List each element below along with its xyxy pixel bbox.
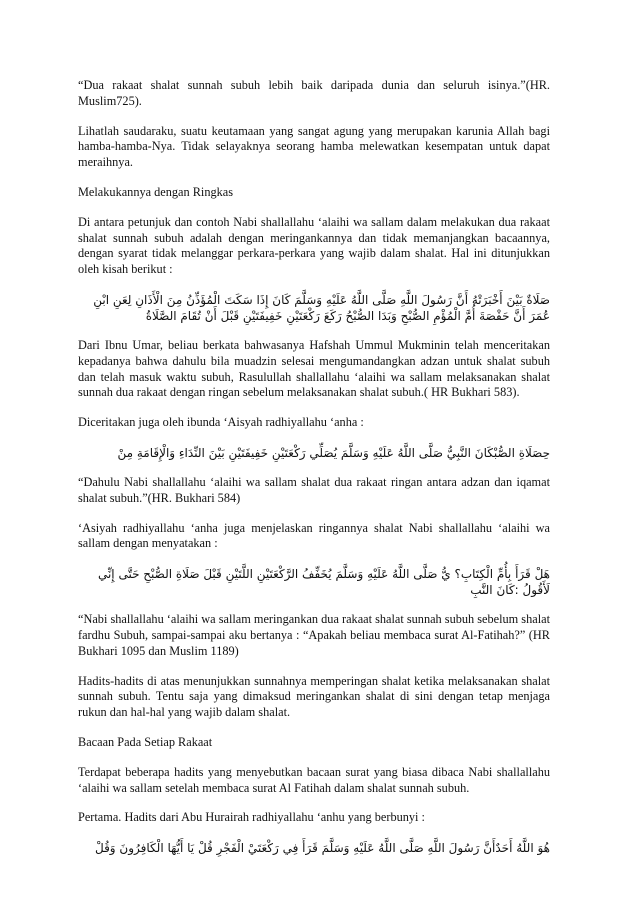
paragraph-ibnu-umar: Dari Ibnu Umar, beliau berkata bahwasanya Hafshah Ummul Mukminin telah menceritakan kepadanya bahwa dahulu bila muadzin selesai mengumandangkan adzan untuk shalat subuh dan telah masuk waktu subuh, Rasulullah shallallahu ‘alaihi wa sallam melaksanakan shalat sunnah dua rakaat dengan ringan sebelum melaksanakan shalat subuh.( HR Bukhari 583). bbox=[78, 337, 550, 400]
paragraph-aisyah-menjelaskan: ‘Asiyah radhiyallahu ‘anha juga menjelaskan ringannya shalat Nabi shallallahu ‘alaihi wa sallam dengan menyatakan : bbox=[78, 520, 550, 551]
quote-hadith-muslim: “Dua rakaat shalat sunnah subuh lebih baik daripada dunia dan seluruh isinya.”(HR. Muslim725). bbox=[78, 78, 550, 108]
paragraph-pertama: Pertama. Hadits dari Abu Hurairah radhiyallahu ‘anhu yang berbunyi : bbox=[78, 810, 425, 825]
paragraph-keutamaan: Lihatlah saudaraku, suatu keutamaan yang sangat agung yang merupakan karunia Allah bagi hamba-hamba-Nya. Tidak selayaknya seorang hamba melewatkan kesempatan untuk dapat meraihnya. bbox=[78, 123, 550, 170]
arabic-hadith-hafshah: صَلَاةٌ بَيْنَ أَخْبَرَتْهُ أَنَّ رَسُولَ اللَّهِ صَلَّى اللَّهُ عَلَيْهِ وَسَلَّمَ كَانَ إِذَا سَكَتَ الْمُؤَذِّنُ مِنَ الْأَذَانِ لِعَنِ ابْنِ عُمَرَ أَنَّ حَفْصَةَ أُمَّ الْمُؤْمِ الصُّبْحِ وَبَدَا الصُّبْحُ رَكَعَ رَكْعَتَيْنِ خَفِيفَتَيْنِ قَبْلَ أَنْ تُقَامَ الصَّلَاةُ bbox=[93, 292, 550, 323]
paragraph-petunjuk: Di antara petunjuk dan contoh Nabi shallallahu ‘alaihi wa sallam dalam melakukan dua rakaat shalat sunnah subuh adalah dengan meringankannya dan tidak memanjangkan bacaannya, dengan syarat tidak melanggar perkara-perkara yang wajib dalam shalat. Hal ini ditunjukkan oleh kisah berikut : bbox=[78, 214, 550, 277]
section-heading-bacaan: Bacaan Pada Setiap Rakaat bbox=[78, 734, 213, 749]
paragraph-kesimpulan: Hadits-hadits di atas menunjukkan sunnahnya memperingan shalat ketika melaksanakan shalat sunnah subuh. Tentu saja yang dimaksud meringankan shalat di sini dengan tetap menjaga rukun dan hal-hal yang wajib dalam shalat. bbox=[78, 673, 550, 720]
paragraph-aisyah-intro: Diceritakan juga oleh ibunda ‘Aisyah radhiyallahu ‘anha : bbox=[78, 415, 364, 430]
quote-hadith-bukhari-1095: “Nabi shallallahu ‘alaihi wa sallam meringankan dua rakaat shalat sunnah subuh sebelum shalat fardhu Subuh, sampai-sampai aku bertanya : “Apakah beliau membaca surat Al-Fatihah?” (HR Bukhari 1095 dan Muslim 1189) bbox=[78, 612, 550, 658]
arabic-hadith-abu-hurairah: هُوَ اللَّهُ أَحَدٌأَنَّ رَسُولَ اللَّهِ صَلَّى اللَّهُ عَلَيْهِ وَسَلَّمَ قَرَأَ فِي رَكْعَتَيْ الْفَجْرِ قُلْ يَا أَيُّهَا الْكَافِرُونَ وَقُلْ bbox=[94, 841, 550, 856]
document-page bbox=[78, 78, 550, 870]
quote-hadith-bukhari-584: “Dahulu Nabi shallallahu ‘alaihi wa sallam shalat dua rakaat ringan antara adzan dan iqamat shalat subuh.”(HR. Bukhari 584) bbox=[78, 474, 550, 505]
section-heading-ringkas: Melakukannya dengan Ringkas bbox=[78, 184, 234, 199]
paragraph-bacaan-surat: Terdapat beberapa hadits yang menyebutkan bacaan surat yang biasa dibaca Nabi shallallahu ‘alaihi wa sallam setelah membaca surat Al Fatihah dalam shalat sunnah subuh. bbox=[78, 764, 550, 795]
arabic-hadith-aisyah-2: هَلْ قَرَأَ بِأُمِّ الْكِتَابِ؟ يُّ صَلَّى اللَّهُ عَلَيْهِ وَسَلَّمَ يُخَفِّفُ الرَّكْعَتَيْنِ اللَّتَيْنِ قَبْلَ صَلَاةِ الصُّبْحِ حَتَّى إِنِّي لَأَقُولُ :كَانَ النَّبِ bbox=[97, 567, 550, 598]
arabic-hadith-aisyah-1: حِصَلَاةِ الصُّبْكَانَ النَّبِيُّ صَلَّى اللَّهُ عَلَيْهِ وَسَلَّمَ يُصَلِّي رَكْعَتَيْنِ خَفِيفَتَيْنِ بَيْنَ النِّدَاءِ وَالْإِقَامَةِ مِنْ bbox=[117, 445, 550, 460]
